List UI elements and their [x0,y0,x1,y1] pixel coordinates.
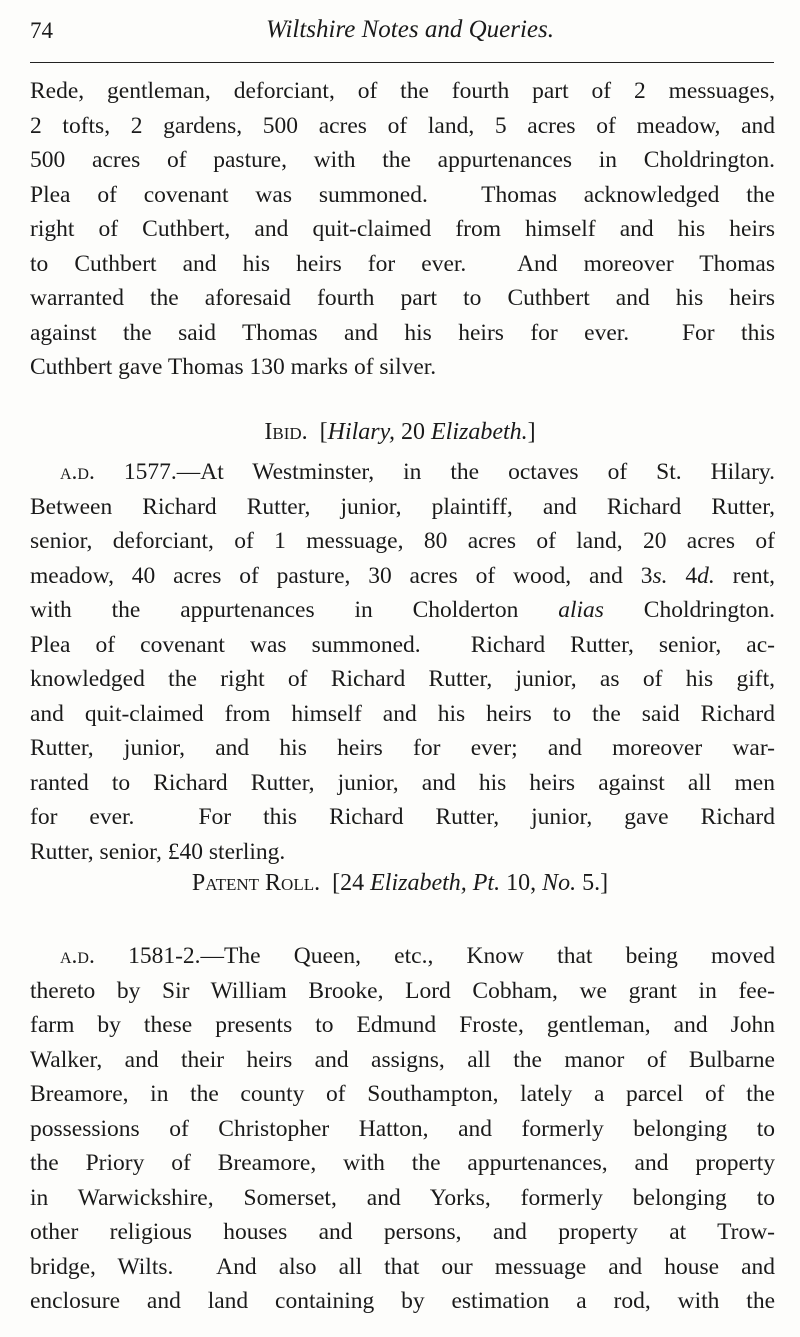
text-line [30,212,775,247]
text-line [30,350,775,385]
text-line [30,247,775,282]
text-line [30,281,775,316]
text-line [30,1077,775,1112]
text-segment: Rutter, senior, £40 sterling. [30,838,286,865]
text-line [30,800,775,835]
text-line [30,628,775,663]
text-line [30,835,775,870]
text-segment: 20 [394,419,431,445]
text-segment: Patent Roll. [191,870,321,896]
text-segment: farm by these presents to Edmund Froste, gentleman, and John [30,1012,775,1038]
text-line [30,316,775,351]
text-segment: ] [527,419,536,445]
text-segment: Elizabeth, Pt. [370,870,501,896]
text-segment: right of Cuthbert, and quit-claimed from himself and his heirs [30,216,775,242]
text-segment: against the said Thomas and his heirs for ever. For this [30,319,775,346]
text-line [30,178,775,213]
text-segment: ranted to Richard Rutter, junior, and his heirs against all men [30,769,775,796]
text-line [30,1181,775,1216]
text-line [30,1008,775,1043]
paragraph-2 [30,455,775,869]
text-segment: warranted the aforesaid fourth part to Cuthbert and his heirs [30,285,775,311]
text-line [30,559,775,594]
text-line [30,1146,775,1181]
text-segment: enclosure and land containing by estimation a rod, with the [30,1288,775,1314]
text-segment: a.d. [60,459,95,485]
text-segment: Ibid. [264,419,308,445]
text-segment: 4 [667,562,698,589]
text-line [30,490,775,525]
text-segment: Rede, gentleman, deforciant, of the fourth part of 2 messuages, [30,78,775,104]
text-segment: 5.] [576,870,609,896]
text-segment: for ever. For this Richard Rutter, junior, gave Richard [30,804,775,830]
text-line [30,593,775,628]
text-segment: alias [558,597,604,623]
text-line [30,697,775,732]
text-line [30,1043,775,1078]
text-segment: with the appurtenances in Cholderton [30,597,559,623]
text-segment: s. [652,562,668,589]
text-segment: Between Richard Rutter, junior, plaintiff, and Richard Rutter, [30,493,775,520]
text-line [30,524,775,559]
running-title: Wiltshire Notes and Queries. [266,16,554,43]
text-segment: knowledged the right of Richard Rutter, junior, as of his gift, [30,666,775,692]
text-segment: the Priory of Breamore, with the appurtenances, and property [30,1150,775,1176]
paragraph-3 [30,939,775,1319]
text-segment: 1577.—At Westminster, in the octaves of St. Hilary. [94,459,775,485]
text-segment: 1581-2.—The Queen, etc., Know that being moved [94,943,775,969]
paragraph-1 [30,74,775,385]
text-segment: 10, [500,870,543,896]
text-segment: Plea of covenant was summoned. Richard Rutter, senior, ac- [30,631,775,658]
header-rule [30,62,774,63]
text-segment: Hilary, [327,419,395,445]
text-line [30,74,775,109]
text-segment: Rutter, junior, and his heirs for ever; and moreover war- [30,735,775,761]
text-segment: [24 [320,870,371,896]
text-segment: d. [697,562,715,589]
text-segment: Plea of covenant was summoned. Thomas acknowledged the [30,181,775,208]
text-segment: meadow, 40 acres of pasture, 30 acres of wood, and 3 [30,562,653,589]
text-segment: 2 tofts, 2 gardens, 500 acres of land, 5 acres of meadow, and [30,112,775,139]
text-line [30,455,775,490]
text-line [30,143,775,178]
text-segment: in Warwickshire, Somerset, and Yorks, formerly belonging to [30,1184,775,1211]
text-line [30,974,775,1009]
text-segment: possessions of Christopher Hatton, and formerly belonging to [30,1115,775,1142]
text-segment: No. [542,870,577,896]
text-segment: bridge, Wilts. And also all that our messuage and house and [30,1253,775,1280]
text-segment: thereto by Sir William Brooke, Lord Cobham, we grant in fee- [30,977,775,1004]
text-line [30,1250,775,1285]
text-segment: other religious houses and persons, and property at Trow- [30,1219,775,1245]
text-line [30,1215,775,1250]
text-segment: senior, deforciant, of 1 messuage, 80 acres of land, 20 acres of [30,528,775,554]
text-line [30,766,775,801]
text-line [30,662,775,697]
text-line [30,731,775,766]
section-heading-ibid [0,419,800,446]
text-segment: Walker, and their heirs and assigns, all the manor of Bulbarne [30,1046,775,1073]
text-segment: rent, [714,562,775,589]
text-line [30,1112,775,1147]
text-segment: Choldrington. [603,597,775,623]
text-segment: to Cuthbert and his heirs for ever. And moreover Thomas [30,250,775,277]
text-segment: Breamore, in the county of Southampton, lately a parcel of the [30,1081,775,1107]
text-segment: Elizabeth. [430,419,528,445]
text-segment: and quit-claimed from himself and his heirs to the said Richard [30,700,775,727]
text-segment: Cuthbert gave Thomas 130 marks of silver. [30,354,437,380]
text-line [30,1284,775,1319]
text-line [30,939,775,974]
text-segment: [ [307,419,328,445]
text-segment: 500 acres of pasture, with the appurtenances in Choldrington. [30,147,775,173]
text-line [30,109,775,144]
text-segment: a.d. [60,943,95,969]
section-heading-patent-roll [0,870,800,897]
page-number: 74 [30,18,53,43]
